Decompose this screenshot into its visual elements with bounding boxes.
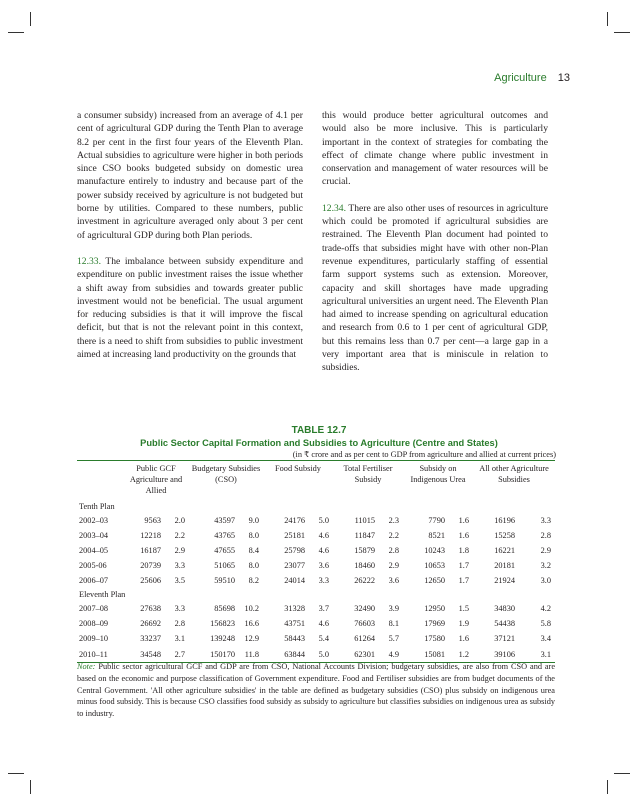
table-cell: 16221 (494, 546, 515, 555)
table-cell: 43751 (284, 619, 305, 628)
table-cell: 4.2 (540, 604, 551, 613)
table-cell: 8521 (428, 531, 445, 540)
table-cell: 2.3 (388, 516, 399, 525)
crop-mark (607, 780, 608, 794)
table-cell: 2.9 (388, 561, 399, 570)
table-cell: 34830 (494, 604, 515, 613)
table-cell: 10.2 (244, 604, 259, 613)
column-header: Subsidy on Indigenous Urea (410, 464, 466, 484)
table-cell: 17580 (424, 634, 445, 643)
table-cell: 3.9 (388, 604, 399, 613)
table-cell: 5.4 (318, 634, 329, 643)
table-cell: 12218 (140, 531, 161, 540)
table-cell: 2.0 (174, 516, 185, 525)
table-cell: 16196 (494, 516, 515, 525)
table-cell: 2.7 (165, 646, 189, 663)
table-cell: 26222 (354, 576, 375, 585)
table-cell: 5.0 (309, 646, 333, 663)
table-cell: 3.6 (388, 576, 399, 585)
table-cell: 20739 (140, 561, 161, 570)
table-cell: 8.2 (248, 576, 259, 585)
table-cell: 3.3 (174, 561, 185, 570)
table-cell: 2.8 (540, 531, 551, 540)
table-cell: 12650 (424, 576, 445, 585)
table-cell: 3.3 (540, 516, 551, 525)
table-row (77, 543, 555, 558)
table-cell: 1.6 (458, 634, 469, 643)
table-cell: 34548 (123, 646, 165, 663)
table-cell: 1.8 (458, 546, 469, 555)
table-cell: 3.3 (318, 576, 329, 585)
crop-mark (614, 773, 630, 774)
table-cell: 5.8 (540, 619, 551, 628)
paragraph-text: The imbalance between subsidy expenditure and expenditure on public investment raises the issue whether a shift away from subsidies and towards greater public investment would not be beneficial. The usual argument for reducing subsidies is that it will improve the fiscal deficit, but that is not the relevant point in this context, there is a need to shift from subsidies to public investment aimed at increasing land productivity on the grounds that (77, 255, 303, 361)
paragraph-12-34 (322, 202, 548, 375)
table-cell: 2.8 (388, 546, 399, 555)
section-label: Eleventh Plan (79, 590, 126, 599)
section-row (77, 588, 555, 601)
table-cell: 11.8 (239, 646, 263, 663)
row-year: 2008–09 (79, 619, 109, 628)
table-cell: 4.6 (318, 546, 329, 555)
table-cell: 12950 (424, 604, 445, 613)
column-header: Budgetary Subsidies (CSO) (191, 464, 261, 484)
section-name: Agriculture (494, 72, 547, 84)
table-cell: 23077 (284, 561, 305, 570)
table-cell: 3.7 (318, 604, 329, 613)
table-cell: 25798 (284, 546, 305, 555)
table-cell: 16.6 (244, 619, 259, 628)
left-column (77, 109, 303, 374)
table-cell: 9563 (144, 516, 161, 525)
table-cell: 54438 (494, 619, 515, 628)
page-number: 13 (557, 72, 570, 84)
table-row (77, 513, 555, 528)
table-cell: 3.1 (519, 646, 555, 663)
table-note (77, 661, 555, 720)
table-cell: 15081 (403, 646, 449, 663)
paragraph: a consumer subsidy) increased from an average of 4.1 per cent of agricultural GDP during the Tenth Plan to average 8.2 per cent in the first four years of the Eleventh Plan. Actual subsidies to agriculture were higher in both periods since CSO books budgeted subsidy on domestic urea manufacture entirely to industry and because part of the power subsidy received by agriculture is not budgeted but borne by utilities. Compared to these numbers, public investment in agriculture averaged only about 3 per cent of agricultural GDP during both Plan periods. (77, 110, 303, 241)
table-cell: 11847 (354, 531, 375, 540)
table-cell: 27638 (140, 604, 161, 613)
table-cell: 10653 (424, 561, 445, 570)
table-cell: 1.7 (458, 576, 469, 585)
table-cell: 85698 (214, 604, 235, 613)
table-row (77, 528, 555, 543)
row-year: 2002–03 (79, 516, 109, 525)
table-cell: 9.0 (248, 516, 259, 525)
section-label: Tenth Plan (79, 502, 115, 511)
column-header: Total Fertiliser Subsidy (343, 464, 393, 484)
table-cell: 1.6 (458, 531, 469, 540)
row-year: 2003–04 (79, 531, 109, 540)
table-cell: 8.4 (248, 546, 259, 555)
data-table (77, 461, 555, 663)
table-cell: 3.6 (318, 561, 329, 570)
table-cell: 15879 (354, 546, 375, 555)
table-row (77, 631, 555, 646)
table-cell: 5.0 (318, 516, 329, 525)
table-cell: 2.9 (174, 546, 185, 555)
table-cell: 1.7 (458, 561, 469, 570)
table-cell: 24176 (284, 516, 305, 525)
table-cell: 3.5 (174, 576, 185, 585)
table-cell: 4.6 (318, 619, 329, 628)
table-caption (0, 424, 638, 449)
table-row (77, 601, 555, 616)
table-cell: 2.8 (174, 619, 185, 628)
table-cell: 32490 (354, 604, 375, 613)
table-row (77, 616, 555, 631)
table-cell: 43597 (214, 516, 235, 525)
table-cell: 58443 (284, 634, 305, 643)
table-cell: 1.2 (449, 646, 473, 663)
table-cell: 63844 (263, 646, 309, 663)
table-cell: 18460 (354, 561, 375, 570)
header-empty (77, 461, 123, 500)
table-cell: 4.9 (379, 646, 403, 663)
table-cell: 25606 (140, 576, 161, 585)
table-row (77, 573, 555, 588)
row-year: 2004–05 (79, 546, 109, 555)
table-row (77, 558, 555, 573)
note-label: Note: (77, 662, 96, 671)
table-cell: 7790 (428, 516, 445, 525)
crop-mark (8, 32, 24, 33)
table-cell: 3.4 (540, 634, 551, 643)
table-cell: 43765 (214, 531, 235, 540)
paragraph-number: 12.34. (322, 202, 346, 214)
section-row (77, 500, 555, 513)
table-cell: 47655 (214, 546, 235, 555)
paragraph: this would produce better agricultural outcomes and would also be more inclusive. This is particularly important in the context of strategies for combating the effect of climate change where public investment in conservation and management of water resources will be crucial. (322, 110, 548, 188)
row-year: 2010–11 (77, 646, 123, 663)
table-unit-note: (in ₹ crore and as per cent to GDP from agriculture and allied at current prices) (292, 450, 556, 459)
table-cell: 3.3 (174, 604, 185, 613)
table-cell: 4.6 (318, 531, 329, 540)
table-cell: 12.9 (244, 634, 259, 643)
table-cell: 1.5 (458, 604, 469, 613)
paragraph-text: There are also other uses of resources in agriculture which could be promoted if agricultural subsidies are restrained. The Eleventh Plan document had pointed to trade-offs that subsidies might have with other non-Plan revenue expenditures, particularly staffing of essential farm support systems such as extension. Moreover, capacity and skill shortages have made upgrading agricultural universities an urgent need. The Eleventh Plan had aimed to increase spending on agricultural education and research from 0.6 to 1 per cent of agricultural GDP, but this remains less than 0.7 per cent—a large gap in a very important area that is miniscule in relation to subsidies. (322, 202, 548, 374)
table-cell: 3.2 (540, 561, 551, 570)
table-cell: 8.1 (388, 619, 399, 628)
table-cell: 61264 (354, 634, 375, 643)
table-cell: 150170 (189, 646, 239, 663)
row-year: 2009–10 (79, 634, 109, 643)
table-cell: 156823 (210, 619, 235, 628)
row-year: 2006–07 (79, 576, 109, 585)
table-number: TABLE 12.7 (291, 425, 347, 436)
table-cell: 11015 (354, 516, 375, 525)
table-cell: 26692 (140, 619, 161, 628)
table-cell: 2.9 (540, 546, 551, 555)
crop-mark (30, 12, 31, 26)
table-cell: 17969 (424, 619, 445, 628)
table-cell: 1.6 (458, 516, 469, 525)
table-title: Public Sector Capital Formation and Subsidies to Agriculture (Centre and States) (140, 438, 498, 448)
row-year: 2005-06 (79, 561, 107, 570)
crop-mark (8, 773, 24, 774)
table-cell: 5.7 (388, 634, 399, 643)
table-cell: 21924 (494, 576, 515, 585)
table-cell: 37121 (494, 634, 515, 643)
table-cell: 8.0 (248, 561, 259, 570)
table-cell: 10243 (424, 546, 445, 555)
table-cell: 25181 (284, 531, 305, 540)
table-cell: 3.1 (174, 634, 185, 643)
table-cell: 62301 (333, 646, 379, 663)
table-cell: 15258 (494, 531, 515, 540)
table-cell: 76603 (354, 619, 375, 628)
table-cell: 51065 (214, 561, 235, 570)
paragraph-number: 12.33. (77, 255, 101, 267)
table-cell: 1.9 (458, 619, 469, 628)
table-cell: 8.0 (248, 531, 259, 540)
table-cell: 59510 (214, 576, 235, 585)
crop-mark (30, 780, 31, 794)
right-column (322, 109, 548, 388)
data-table-wrapper (77, 460, 555, 663)
table-cell: 24014 (284, 576, 305, 585)
crop-mark (614, 32, 630, 33)
table-cell: 139248 (210, 634, 235, 643)
column-header: All other Agriculture Subsidies (479, 464, 549, 484)
table-cell: 31328 (284, 604, 305, 613)
table-cell: 39106 (473, 646, 519, 663)
table-cell: 33237 (140, 634, 161, 643)
table-cell: 16187 (140, 546, 161, 555)
crop-mark (607, 12, 608, 26)
column-header: Public GCF Agriculture and Allied (129, 464, 183, 495)
table-cell: 2.2 (388, 531, 399, 540)
note-text: Public sector agricultural GCF and GDP are from CSO, National Accounts Division; budgetary subsidies, are also from CSO and are based on the economic and purpose classification of Government expenditure. Food and Fertiliser subsidies are from budget documents of the Central Government. 'All other agriculture subsidies' in the table are defined as budgetary subsidies (CSO) plus subsidy on indigenous urea minus food subsidy. This is because CSO classifies food subsidy as subsidy to agriculture but classifies subsidies on indigenous urea as subsidy to industry. (77, 662, 556, 719)
column-header: Food Subsidy (275, 464, 321, 473)
table-cell: 20181 (494, 561, 515, 570)
table-cell: 3.0 (540, 576, 551, 585)
row-year: 2007–08 (79, 604, 109, 613)
table-cell: 2.2 (174, 531, 185, 540)
running-head (494, 72, 570, 84)
paragraph-12-33 (77, 255, 303, 361)
